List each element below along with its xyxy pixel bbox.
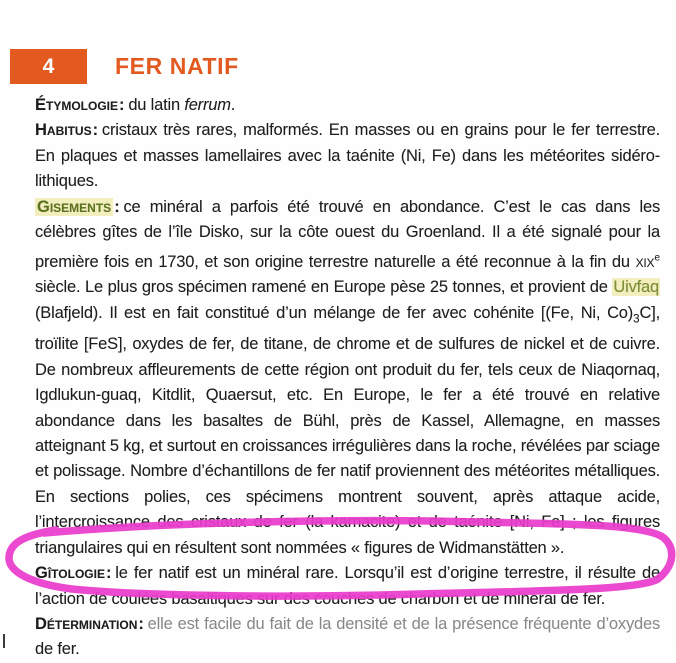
entry-label-etymologie: Étymologie [35,96,119,114]
entry-label-habitus: Habitus [35,121,92,140]
entry-label-gisements: Gisements [37,197,112,216]
entry-habitus [35,118,660,194]
entry-gitologie [35,561,660,612]
section-number-box [10,49,87,84]
page-edge-mark [3,634,5,648]
entry-gisements [35,195,660,561]
page-title: FER NATIF [115,53,239,79]
entry-etymologie [35,93,660,118]
section-number: 4 [42,54,55,78]
entry-determination [35,612,660,663]
entry-text-gitologie: le fer natif est un minéral rare. Lorsqu’il est d’origine terrestre, il résulte de l’action de coulées basaltiques sur des couches de charbon et de minerai de fer. [35,564,660,608]
label-colon: : [119,96,125,114]
label-colon: : [114,197,120,216]
entry-text-determination: elle est facile du fait de la densité et de la présence fréquente d’oxydes de fer. [35,614,660,659]
section-header [10,49,660,84]
entry-label-gitologie: Gîtologie [35,564,105,583]
label-colon: : [92,121,98,140]
article-body [35,93,660,663]
entry-text-habitus: cristaux très rares, malformés. En masses ou en grains pour le fer terrestre. En plaques et masses lamellaires avec la taénite (Ni, Fe) dans les météorites sidéro-lithiques. [35,121,660,191]
label-colon: : [138,614,144,633]
entry-text-etymologie: du latin ferrum. [128,96,236,114]
entry-text-gisements: ce minéral a parfois été trouvé en abondance. C’est le cas dans les célèbres gîtes de l’île Disko, sur la côte ouest du Groenland. Il a été signalé pour la première fois en 1730, et son origine terrestre naturelle a été reconnue à la fin du xix$^e$ siècle. Le plus gros spécimen ramené en Europe pèse 25 tonnes, et provient de Uivfaq (Blafjeld). Il est en fait constitué d’un mélange de fer avec cohénite [(Fe, Ni, $Co)_3C$], troïlite [FeS], oxydes de fer, de titane, de chrome et de sulfures de nickel et de cuivre. De nombreux affleurements de cette région ont produit du fer, tels ceux de Niaqornaq, Igdlukun-guaq, Kitdlit, Quaersut, etc. En Europe, le fer a été trouvé en relative abondance dans les basaltes de Bühl, près de Kassel, Allemagne, en masses atteignant 5 kg, et surtout en croissances irrégulières dans la roche, révélées par sciage et polissage. Nombre d’échantillons de fer natif proviennent des météorites métalliques. En sections polies, ces spécimens montrent souvent, après attaque acide, l’intercroissance des cristaux de fer (la kamacite) et de taénite [Ni, Fe] ; les figures triangulaires qui en résultent sont nommées « figures de Widmanstätten ». [35,197,660,557]
label-colon: : [105,564,112,583]
entry-label-determination: Détermination [35,614,138,633]
